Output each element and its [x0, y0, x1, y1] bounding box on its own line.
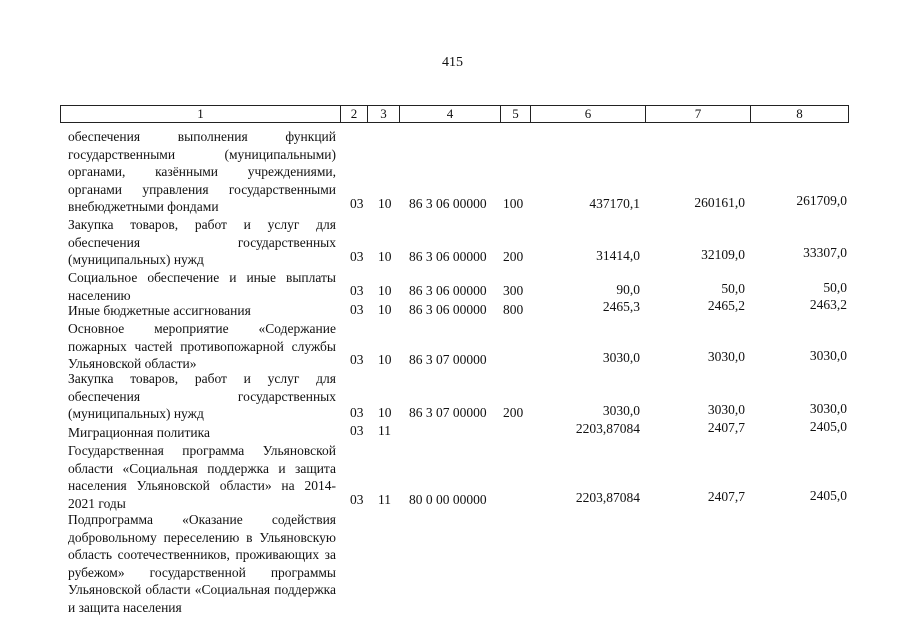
row-expense-type: 800 — [503, 302, 524, 317]
row-subsection-code: 11 — [378, 423, 391, 438]
row-description: Основное мероприятие «Содержание пожарных частей противопожарной службы Ульяновской области» — [68, 321, 336, 372]
row-amount-col6: 437170,1 — [589, 196, 640, 211]
row-section-code: 03 — [350, 196, 364, 211]
row-amount-col8: 3030,0 — [809, 401, 847, 416]
row-amount-col7: 260161,0 — [694, 195, 745, 210]
row-expense-type: 100 — [503, 196, 524, 211]
row-amount-col7: 32109,0 — [701, 247, 745, 262]
row-amount-col8: 33307,0 — [803, 245, 847, 260]
column-header-8: 8 — [750, 105, 849, 123]
row-description: Закупка товаров, работ и услуг для обеспечения государственных (муниципальных) нужд — [68, 217, 336, 268]
row-section-code: 03 — [350, 302, 364, 317]
row-amount-col6: 3030,0 — [602, 403, 640, 418]
row-subsection-code: 10 — [378, 302, 392, 317]
row-amount-col7: 50,0 — [721, 281, 745, 296]
row-subsection-code: 10 — [378, 283, 392, 298]
column-header-1: 1 — [60, 105, 341, 123]
row-target-article: 86 3 07 00000 — [409, 405, 487, 420]
row-description: обеспечения выполнения функций государственными (муниципальными) органами, казёнными учреждениями, органами управления государственными внебюджетными фондами — [68, 129, 336, 215]
row-target-article: 80 0 00 00000 — [409, 492, 487, 507]
row-target-article: 86 3 06 00000 — [409, 249, 487, 264]
row-target-article: 86 3 07 00000 — [409, 352, 487, 367]
row-amount-col8: 2463,2 — [809, 297, 847, 312]
column-header-2: 2 — [340, 105, 368, 123]
row-section-code: 03 — [350, 352, 364, 367]
column-header-6: 6 — [530, 105, 646, 123]
row-amount-col8: 2405,0 — [809, 488, 847, 503]
row-amount-col7: 2465,2 — [707, 298, 745, 313]
row-amount-col6: 90,0 — [616, 282, 640, 297]
row-subsection-code: 11 — [378, 492, 391, 507]
row-section-code: 03 — [350, 423, 364, 438]
row-expense-type: 300 — [503, 283, 524, 298]
row-expense-type: 200 — [503, 249, 524, 264]
row-description: Государственная программа Ульяновской области «Социальная поддержка и защита населения Ульяновской области» на 2014-2021 годы — [68, 443, 336, 511]
column-header-7: 7 — [645, 105, 751, 123]
row-subsection-code: 10 — [378, 196, 392, 211]
row-amount-col8: 50,0 — [823, 280, 847, 295]
column-header-3: 3 — [367, 105, 400, 123]
row-amount-col7: 3030,0 — [707, 349, 745, 364]
row-section-code: 03 — [350, 492, 364, 507]
column-header-5: 5 — [500, 105, 531, 123]
row-section-code: 03 — [350, 249, 364, 264]
row-amount-col8: 2405,0 — [809, 419, 847, 434]
row-description: Социальное обеспечение и иные выплаты населению — [68, 270, 336, 303]
row-amount-col6: 3030,0 — [602, 350, 640, 365]
column-header-4: 4 — [399, 105, 501, 123]
row-subsection-code: 10 — [378, 249, 392, 264]
row-subsection-code: 10 — [378, 405, 392, 420]
row-target-article: 86 3 06 00000 — [409, 283, 487, 298]
row-description: Закупка товаров, работ и услуг для обеспечения государственных (муниципальных) нужд — [68, 371, 336, 422]
row-amount-col6: 2203,87084 — [575, 490, 640, 505]
row-target-article: 86 3 06 00000 — [409, 302, 487, 317]
row-amount-col7: 3030,0 — [707, 402, 745, 417]
row-description: Миграционная политика — [68, 425, 210, 440]
row-section-code: 03 — [350, 405, 364, 420]
row-amount-col6: 31414,0 — [596, 248, 640, 263]
row-description: Иные бюджетные ассигнования — [68, 303, 251, 318]
row-amount-col6: 2203,87084 — [575, 421, 640, 436]
row-amount-col7: 2407,7 — [707, 420, 745, 435]
row-target-article: 86 3 06 00000 — [409, 196, 487, 211]
row-description: Подпрограмма «Оказание содействия добровольному переселению в Ульяновскую область соотечественников, проживающих за рубежом» государственной программы Ульяновской области «Социальная поддержка и защита населения — [68, 512, 336, 615]
row-amount-col8: 261709,0 — [796, 193, 847, 208]
row-amount-col7: 2407,7 — [707, 489, 745, 504]
row-expense-type: 200 — [503, 405, 524, 420]
row-section-code: 03 — [350, 283, 364, 298]
row-amount-col6: 2465,3 — [602, 299, 640, 314]
page-number: 415 — [442, 55, 463, 70]
row-subsection-code: 10 — [378, 352, 392, 367]
row-amount-col8: 3030,0 — [809, 348, 847, 363]
